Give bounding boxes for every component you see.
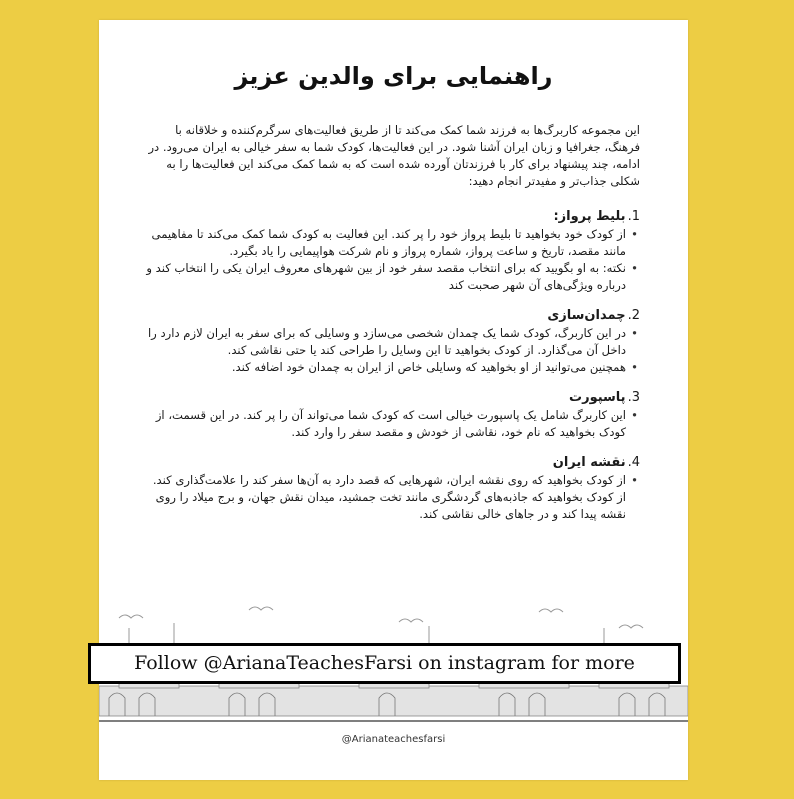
intro-paragraph: این مجموعه کاربرگ‌ها به فرزند شما کمک می‌کند تا از طریق فعالیت‌های سرگرم‌کننده و خلاقانه با فرهنگ، جغرافیا و زبان ایران آشنا شود. در این فعالیت‌ها، کودک شما به سفر خیالی به ایران می‌رود. در ادامه، چند پیشنهاد برای کار با فرزندتان آورده شده است که به شما کمک می‌کند این فعالیت‌ها را به شکلی جذاب‌تر و مفیدتر انجام دهید: <box>148 123 640 188</box>
section-heading <box>141 307 640 324</box>
section-iran-map <box>141 454 640 523</box>
page-title: راهنمایی برای والدین عزیز <box>234 62 553 90</box>
follow-banner: Follow @ArianaTeachesFarsi on instagram for more <box>88 643 681 684</box>
list-item: • این کاربرگ شامل یک پاسپورت خیالی است که کودک شما می‌تواند آن را پر کند. در این قسمت، از کودک بخواهید که نام خود، نقاشی از خودش و مقصد سفر را وارد کند. <box>141 407 626 441</box>
section-title: نقشه ایران <box>552 455 626 470</box>
list-item: • از کودک خود بخواهید تا بلیط پرواز خود را پر کند. این فعالیت به کودک شما کمک می‌کند تا مفاهیمی مانند مقصد، تاریخ و ساعت پرواز، شماره پرواز و نام شرکت هواپیمایی را یاد بگیرد. <box>141 226 626 260</box>
section-number: 4. <box>627 455 640 470</box>
content-body <box>141 122 640 536</box>
bullet-list <box>141 226 640 294</box>
section-number: 2. <box>627 308 640 323</box>
section-passport <box>141 389 640 441</box>
section-number: 3. <box>627 390 640 405</box>
bullet-list <box>141 325 640 376</box>
section-heading <box>141 454 640 471</box>
section-suitcase <box>141 307 640 376</box>
section-number: 1. <box>627 209 640 224</box>
instagram-handle: @Arianateachesfarsi <box>341 734 446 745</box>
bullet-list <box>141 407 640 441</box>
section-title: بلیط پرواز: <box>553 209 626 224</box>
list-item: • همچنین می‌توانید از او بخواهید که وسایلی خاص از ایران به چمدان خود اضافه کند. <box>141 359 626 376</box>
section-title: پاسپورت <box>569 390 626 405</box>
list-item: • نکته: به او بگویید که برای انتخاب مقصد سفر خود از بین شهرهای معروف ایران یکی را انتخاب کند و درباره ویژگی‌های آن شهر صحبت کند <box>141 260 626 294</box>
list-item: • از کودک بخواهید که روی نقشه ایران، شهرهایی که قصد دارد به آن‌ها سفر کند را علامت‌گذاری کند. از کودک بخواهید که جاذبه‌های گردشگری مانند تخت جمشید، میدان نقش جهان، و برج میلاد را روی نقشه پیدا کند و در جاهای خالی نقاشی کند. <box>141 472 626 523</box>
section-heading <box>141 389 640 406</box>
section-title: چمدان‌سازی <box>547 308 626 323</box>
section-heading <box>141 208 640 225</box>
bullet-list <box>141 472 640 523</box>
section-flight-ticket <box>141 208 640 294</box>
list-item: • در این کاربرگ، کودک شما یک چمدان شخصی می‌سازد و وسایلی که برای سفر به ایران لازم دارد را داخل آن می‌گذارد. از کودک بخواهید تا این وسایل را طراحی کند یا حتی نقاشی کند. <box>141 325 626 359</box>
